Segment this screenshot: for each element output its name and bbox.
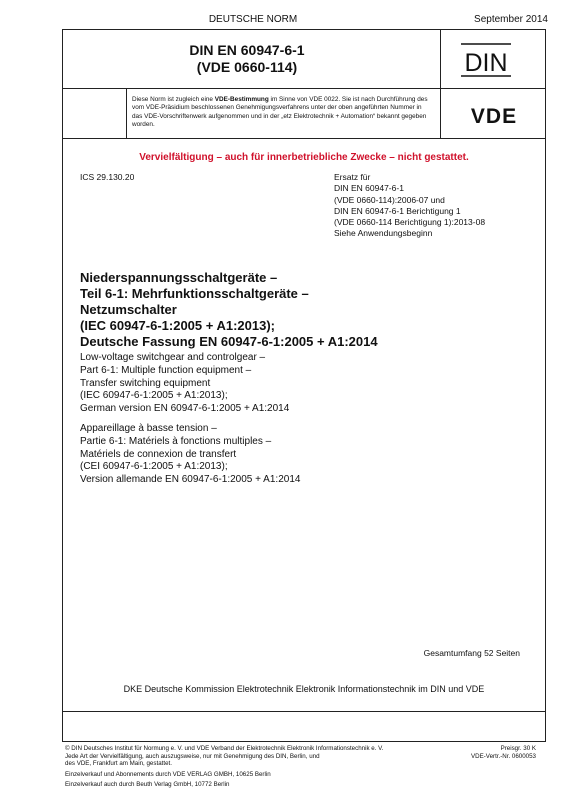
- french-title-line: Matériels de connexion de transfert: [80, 448, 237, 460]
- divider-footer: [62, 711, 546, 712]
- german-title: [80, 270, 520, 350]
- reproduction-warning: Vervielfältigung – auch für innerbetriebliche Zwecke – nicht gestattet.: [139, 152, 469, 163]
- publication-date: September 2014: [474, 14, 548, 25]
- french-title: [80, 423, 520, 487]
- french-title-line: Partie 6-1: Matériels à fonctions multiples –: [80, 435, 272, 447]
- french-title-line: Version allemande EN 60947-6-1:2005 + A1:2014: [80, 474, 301, 486]
- sales-info: [65, 770, 271, 790]
- din-logo: [457, 41, 515, 79]
- divider-notice-left: [126, 88, 127, 138]
- replacement-line: (VDE 0660-114 Berichtigung 1):2013-08: [334, 217, 486, 228]
- english-title: [80, 352, 520, 416]
- divider-title: [62, 88, 546, 89]
- replacement-line: Siehe Anwendungsbeginn: [334, 228, 433, 239]
- copyright-line: © DIN Deutsches Institut für Normung e. V. und VDE Verband der Elektrotechnik Elektronik Informationstechnik e. V.: [65, 745, 384, 752]
- norm-type-label: DEUTSCHE NORM: [208, 14, 298, 25]
- replacement-line: Ersatz für: [334, 172, 371, 182]
- vde-notice: [132, 96, 432, 130]
- english-title-line: Transfer switching equipment: [80, 377, 211, 389]
- divider-logo-column: [440, 29, 441, 138]
- document-title: [62, 42, 432, 76]
- english-title-line: Part 6-1: Multiple function equipment –: [80, 364, 252, 376]
- english-title-line: German version EN 60947-6-1:2005 + A1:2014: [80, 403, 290, 415]
- replacement-line: (VDE 0660-114):2006-07 und: [334, 194, 445, 205]
- german-title-line: Teil 6-1: Mehrfunktionsschaltgeräte –: [80, 286, 309, 301]
- copyright-line: Jede Art der Vervielfältigung, auch auszugsweise, nur mit Genehmigung des DIN, Berlin, und: [65, 752, 320, 760]
- vde-logo-text: VDE: [470, 105, 518, 126]
- vde-order-number: VDE-Vertr.-Nr. 0600053: [471, 752, 536, 760]
- english-title-line: Low-voltage switchgear and controlgear –: [80, 352, 266, 363]
- notice-text-end: im Sinne von VDE 0022. Sie ist nach Durchführung des vom VDE-Präsidium beschlossenen Genehmigungsverfahrens unter der oben angeführten Nummer in das VDE-Vorschriftenwerk aufgenommen und in der „etz Elektrotechnik + Automation“ bekannt gegeben worden.: [132, 96, 428, 129]
- vde-logo: [452, 104, 536, 126]
- notice-text-start: Diese Norm ist zugleich eine: [132, 96, 215, 103]
- divider-notice: [62, 138, 546, 139]
- french-title-line: Appareillage à basse tension –: [80, 423, 217, 434]
- german-title-line: Netzumschalter: [80, 302, 177, 317]
- price-info: [440, 745, 536, 760]
- document-number: DIN EN 60947-6-1: [189, 42, 305, 58]
- german-title-line: Deutsche Fassung EN 60947-6-1:2005 + A1:2014: [80, 334, 378, 349]
- copyright-line: des VDE, Frankfurt am Main, gestattet.: [65, 760, 172, 768]
- german-title-line: (IEC 60947-6-1:2005 + A1:2013);: [80, 318, 275, 333]
- copyright-notice: [65, 745, 433, 768]
- total-pages: Gesamtumfang 52 Seiten: [423, 648, 520, 658]
- sales-line: Einzelverkauf und Abonnements durch VDE VERLAG GMBH, 10625 Berlin: [65, 771, 271, 778]
- german-title-line: Niederspannungsschaltgeräte –: [80, 270, 278, 285]
- replacement-line: DIN EN 60947-6-1 Berichtigung 1: [334, 205, 461, 216]
- replacement-info: [334, 172, 539, 240]
- dke-committee: DKE Deutsche Kommission Elektrotechnik Elektronik Informationstechnik im DIN und VDE: [123, 684, 485, 694]
- vde-number: (VDE 0660-114): [196, 59, 298, 75]
- price-group: Preisgr. 30 K: [500, 745, 536, 752]
- french-title-line: (CEI 60947-6-1:2005 + A1:2013);: [80, 461, 228, 473]
- ics-code: ICS 29.130.20: [80, 172, 135, 182]
- english-title-line: (IEC 60947-6-1:2005 + A1:2013);: [80, 390, 228, 402]
- sales-line: Einzelverkauf auch durch Beuth Verlag GmbH, 10772 Berlin: [65, 781, 230, 788]
- notice-bold-term: VDE-Bestimmung: [214, 96, 269, 103]
- replacement-line: DIN EN 60947-6-1: [334, 183, 404, 194]
- din-logo-text: DIN: [464, 49, 508, 77]
